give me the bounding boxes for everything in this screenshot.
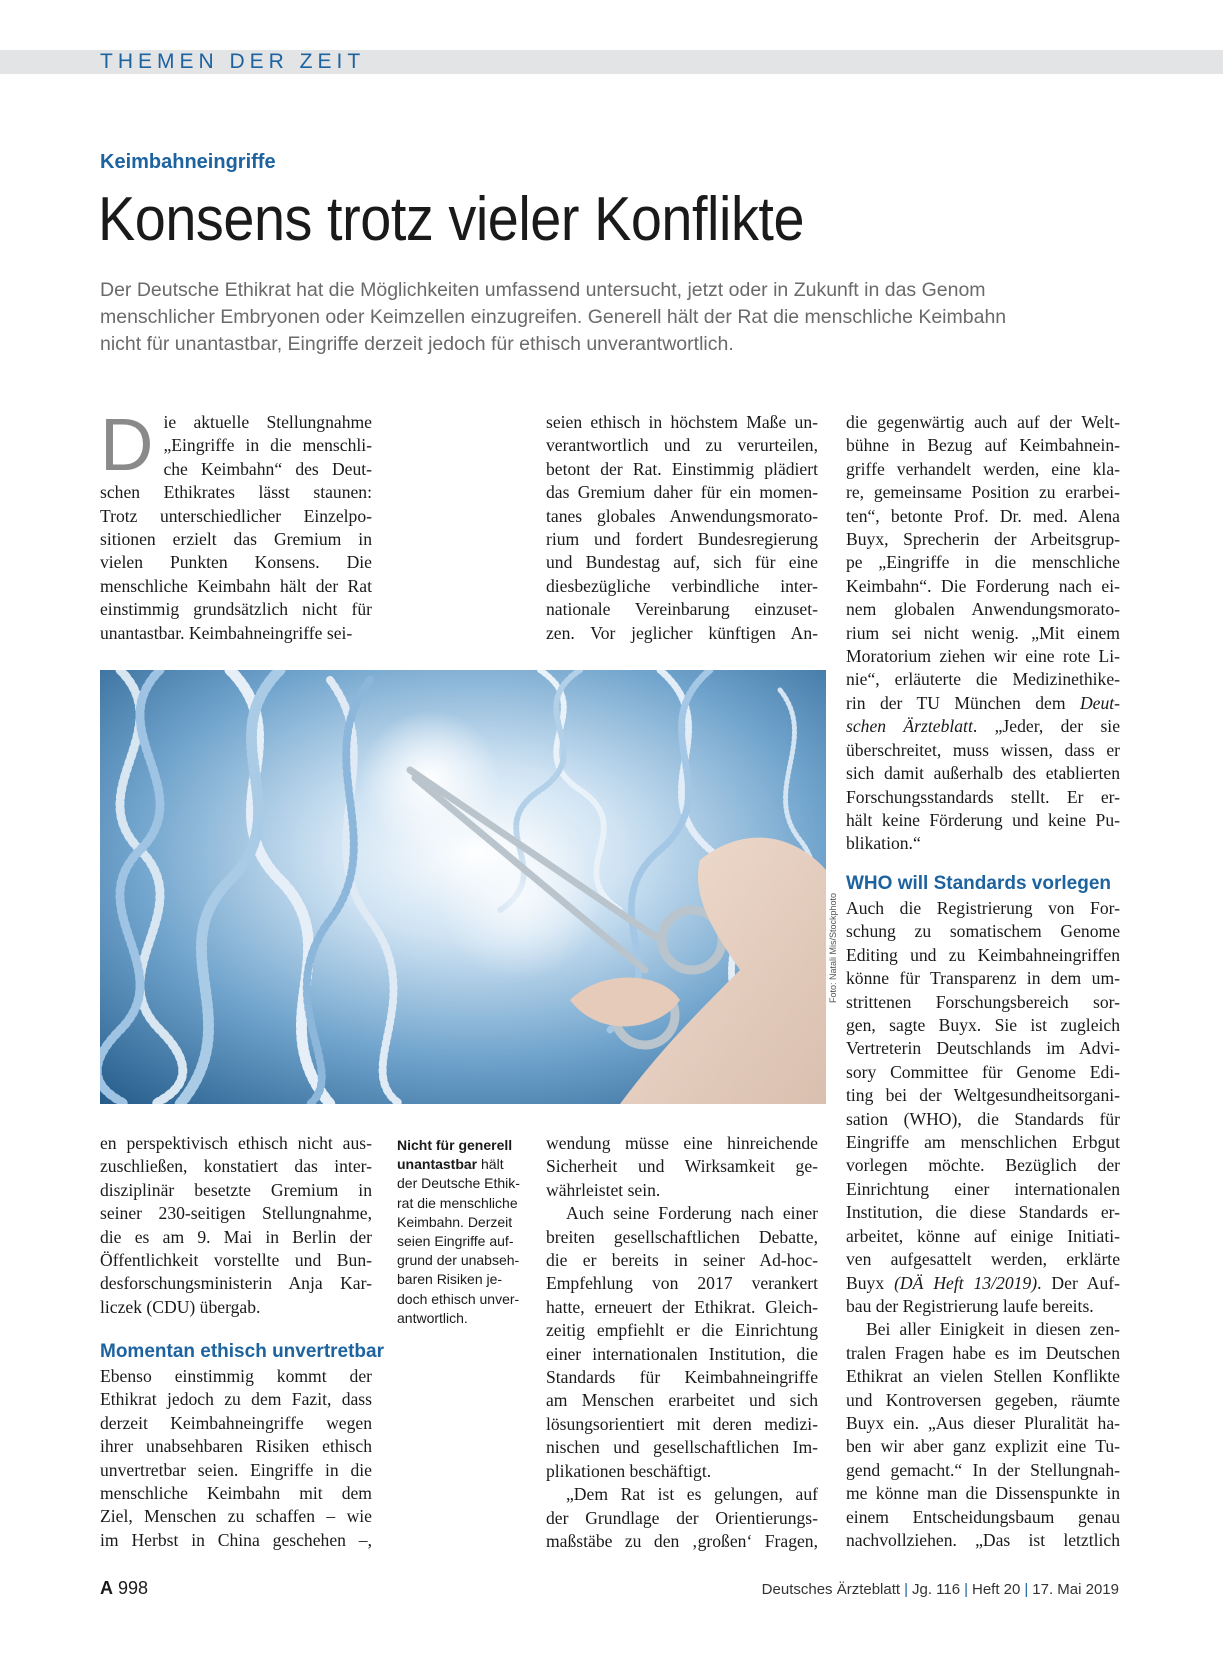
caption-line: seien Eingriffe auf- [397,1233,514,1250]
text-line: hatte, erneuert der Ethikrat. Gleich- [546,1296,818,1317]
text-line: lösungsorientiert mit deren medizi- [546,1413,818,1434]
text-line [846,715,1120,738]
text-line: maßstäbe zu den ‚großen‘ Fragen, [546,1530,818,1551]
text-line: Ziel, Menschen zu schaffen – wie [100,1506,372,1527]
text-line: vorlegen möchte. Bezüglich der [846,1155,1120,1176]
dna-illustration [100,670,826,1104]
text-line: verantwortlich und zu verurteilen, [546,435,818,456]
text-line: im Herbst in China geschehen –, [100,1529,372,1550]
journal-issue: Heft 20 [971,1581,1021,1598]
text-line: Auch die Registrierung von For- [846,898,1120,918]
text-line: diesbezügliche verbindliche inter- [546,575,818,596]
text-line: überschreitet, muss wissen, dass er [846,739,1120,760]
text-line: Standards für Keimbahneingriffe [546,1367,818,1388]
lead-line: nicht für unantastbar, Eingriffe derzeit jedoch für ethisch unverantwortlich. [100,333,734,355]
text-line: Empfehlung von 2017 verankert [546,1273,818,1294]
caption-line: der Deutsche Ethik- [397,1175,520,1192]
text-line: plikationen beschäftigt. [546,1460,712,1481]
text-line: Vertreterin Deutschlands im Advi- [846,1038,1120,1059]
journal-name: Deutsches Ärzteblatt [761,1581,901,1598]
text-line: zeitig empfiehlt er die Einrichtung [546,1320,818,1341]
text-line: me könne man die Dissenspunkte in [846,1483,1120,1504]
text-line: unantastbar. Keimbahneingriffe sei- [100,622,353,643]
text-line: die gegenwärtig auch auf der Welt- [846,412,1120,432]
column-1-bottom-2 [100,1365,372,1552]
text-line: bau der Registrierung laufe bereits. [846,1295,1094,1316]
lead-line: Der Deutsche Ethikrat hat die Möglichkeiten umfassend untersucht, jetzt oder in Zukunft in das Genom [100,279,986,301]
text-line: tanes globales Anwendungsmorato- [546,505,818,526]
text-line: Buyx ein. „Aus dieser Pluralität ha- [846,1412,1120,1433]
text-line: griffe verhandelt werden, eine kla- [846,458,1120,479]
text-line: strittenen Forschungsbereich sor- [846,991,1120,1012]
text-line: gend gemacht.“ In der Stellungnah- [846,1459,1120,1480]
text-line: Einrichtung einer internationalen [846,1178,1120,1199]
text-line: sitionen erzielt das Gremium in [100,529,372,550]
text-line: ihrer unabsehbaren Risiken ethisch [100,1436,372,1457]
column-1-bottom [100,1132,372,1319]
text-run: . Der Auf- [1037,1272,1120,1293]
text-line: Bei aller Einigkeit in diesen zen- [866,1319,1120,1340]
text-line: ie aktuelle Stellungnahme [163,412,372,432]
text-line: tralen Fragen habe es im Deutschen [846,1342,1120,1363]
text-line: einer internationalen Institution, die [546,1343,818,1364]
text-line: Editing und zu Keimbahneingriffen [846,944,1120,965]
text-line: pe „Eingriffe in die menschliche [846,552,1120,573]
text-line: nie“, erläuterte die Medizinethike- [846,669,1120,690]
text-line: seiner 230-seitigen Stellungnahme, [100,1203,372,1224]
text-line: Forschungsstandards stellt. Er er- [846,786,1120,807]
text-line: sation (WHO), die Standards für [846,1108,1120,1129]
text-line [846,692,1120,715]
text-line: en perspektivisch ethisch nicht aus- [100,1133,372,1153]
text-line: desforschungsministerin Anja Kar- [100,1273,372,1294]
subhead-momentan: Momentan ethisch unvertretbar [100,1341,384,1362]
separator: | [1024,1581,1029,1598]
page-prefix: A [100,1578,113,1598]
journal-info [762,1581,1119,1598]
text-line: schen Ethikrates lässt staunen: [100,482,372,503]
italic-run: Deut- [1079,692,1120,713]
text-line: die er bereits in seiner Ad-hoc- [546,1250,818,1271]
text-line: unvertretbar seien. Eingriffe in die [100,1459,372,1480]
text-line: am Menschen erarbeitet und sich [546,1390,818,1411]
text-line: arbeitet, könne auf einige Initiati- [846,1225,1120,1246]
text-line: „Dem Rat ist es gelungen, auf [566,1484,818,1505]
text-line: der Grundlage der Orientierungs- [546,1507,818,1528]
text-line: und Kontroversen gegeben, räumte [846,1389,1120,1410]
text-line: betont der Rat. Einstimmig plädiert [546,458,818,479]
text-line: das Gremium daher für ein momen- [546,482,818,503]
text-line: hält keine Förderung und keine Pu- [846,809,1120,830]
text-line: währleistet sein. [546,1179,661,1200]
caption-bold: Nicht für generell [397,1137,513,1153]
text-line: nationale Vereinbarung einzuset- [546,599,818,620]
caption-line: baren Risiken je- [397,1271,503,1288]
text-line: Sicherheit und Wirksamkeit ge- [546,1156,818,1177]
text-line: ting bei der Weltgesundheitsorgani- [846,1085,1120,1106]
text-line: Öffentlichkeit vorstellte und Bun- [100,1250,372,1271]
dna-photo [100,670,826,1104]
text-line: breiten gesellschaftlichen Debatte, [546,1226,818,1247]
photo-credit: Foto: Natali Mis/Stockphoto [828,892,838,1003]
journal-date: 17. Mai 2019 [1032,1581,1119,1598]
page-number-value: 998 [118,1578,149,1598]
caption-line: doch ethisch unver- [397,1290,520,1307]
text-line: sory Committee für Genome Edi- [846,1061,1120,1082]
text-line: Auch seine Forderung nach einer [566,1203,818,1224]
text-line: die es am 9. Mai in Berlin der [100,1226,372,1247]
italic-run: schen Ärzteblatt [846,716,973,737]
text-line: che Keimbahn“ des Deut- [163,458,372,479]
text-line [846,1272,1120,1295]
text-line: „Eingriffe in die menschli- [163,435,372,456]
separator: | [964,1581,968,1598]
photo-caption [397,1136,537,1328]
text-line: könne für Transparenz in dem um- [846,968,1120,989]
text-line: nachvollziehen. „Das ist letztlich [846,1529,1120,1550]
text-line: ven aufgesattelt werden, erklärte [846,1249,1120,1270]
text-line: gen, sagte Buyx. Sie ist zugleich [846,1015,1120,1036]
article-kicker: Keimbahneingriffe [100,151,276,173]
text-line: Moratorium ziehen wir eine rote Li- [846,646,1120,667]
text-line: liczek (CDU) übergab. [100,1296,261,1317]
italic-run: (DÄ Heft 13/2019) [894,1272,1038,1293]
journal-volume: Jg. 116 [911,1581,961,1598]
lead-line: menschlicher Embryonen oder Keimzellen einzugreifen. Generell hält der Rat die menschliche Keimbahn [100,306,1007,328]
text-line: Buyx, Sprecherin der Arbeitsgrup- [846,529,1120,550]
caption-bold: unantastbar [397,1156,478,1173]
text-line: einem Entscheidungsbaum genau [846,1506,1120,1527]
text-line: Ethikrat an vielen Stellen Konflikte [846,1366,1120,1387]
text-line: re, gemeinsame Position zu erarbei- [846,482,1120,503]
text-run: Buyx [846,1272,895,1293]
caption-line: antwortlich. [397,1309,468,1326]
text-line: einstimmig grundsätzlich nicht für [100,599,372,620]
text-line: ten“, betonte Prof. Dr. med. Alena [846,505,1120,526]
subhead-who: WHO will Standards vorlegen [846,873,1111,894]
text-line: rium sei nicht wenig. „Mit einem [846,622,1120,643]
article-headline: Konsens trotz vieler Konflikte [98,185,805,254]
text-run: . „Jeder, der sie [972,716,1120,737]
text-line: seien ethisch in höchstem Maße un- [546,412,818,432]
text-line: nischen und gesellschaftlichen Im- [546,1437,818,1458]
separator: | [904,1581,908,1598]
column-3-top [846,411,1120,856]
text-line: menschliche Keimbahn mit dem [100,1483,372,1504]
text-line: schung zu somatischem Genome [846,921,1120,942]
column-2-top [546,411,818,645]
text-line: und Bundestag auf, sich für eine [546,552,818,573]
column-1-top [100,403,372,645]
drop-cap: D [100,403,154,486]
text-line: Keimbahn“. Die Forderung nach ei- [846,575,1120,596]
section-label: THEMEN DER ZEIT [100,50,366,73]
text-line: Trotz unterschiedlicher Einzelpo- [100,505,372,526]
text-line: disziplinär besetzte Gremium in [100,1179,372,1200]
caption-text: hält [477,1156,504,1173]
text-line: zen. Vor jeglicher künftigen An- [546,622,818,643]
text-line: wendung müsse eine hinreichende [546,1133,818,1153]
text-line: Eingriffe am menschlichen Erbgut [846,1132,1120,1153]
column-3-bottom [846,897,1120,1552]
text-line: derzeit Keimbahneingriffe wegen [100,1412,372,1433]
text-line: menschliche Keimbahn hält der Rat [100,575,372,596]
text-line: Ethikrat jedoch zu dem Fazit, dass [100,1389,372,1410]
text-line: vielen Punkten Konsens. Die [100,552,372,573]
text-run: rin der TU München dem [846,692,1080,713]
column-2-bottom [546,1132,818,1553]
text-line: zuschließen, konstatiert das inter- [100,1156,372,1177]
text-line: nem globalen Anwendungsmorato- [846,599,1120,620]
page-number [100,1578,148,1599]
text-line: Institution, die diese Standards er- [846,1202,1120,1223]
caption-line: rat die menschliche [397,1194,518,1211]
text-line: sich damit außerhalb des etablierten [846,763,1120,784]
text-line: blikation.“ [846,833,921,854]
text-line: rium und fordert Bundesregierung [546,529,818,550]
text-line: bühne in Bezug auf Keimbahnein- [846,435,1120,456]
text-line: Ebenso einstimmig kommt der [100,1366,372,1386]
text-line: ben wir aber ganz explizit eine Tu- [846,1436,1120,1457]
article-lead [100,277,1060,358]
caption-line: Keimbahn. Derzeit [397,1213,513,1230]
caption-line: grund der unabseh- [397,1252,520,1269]
